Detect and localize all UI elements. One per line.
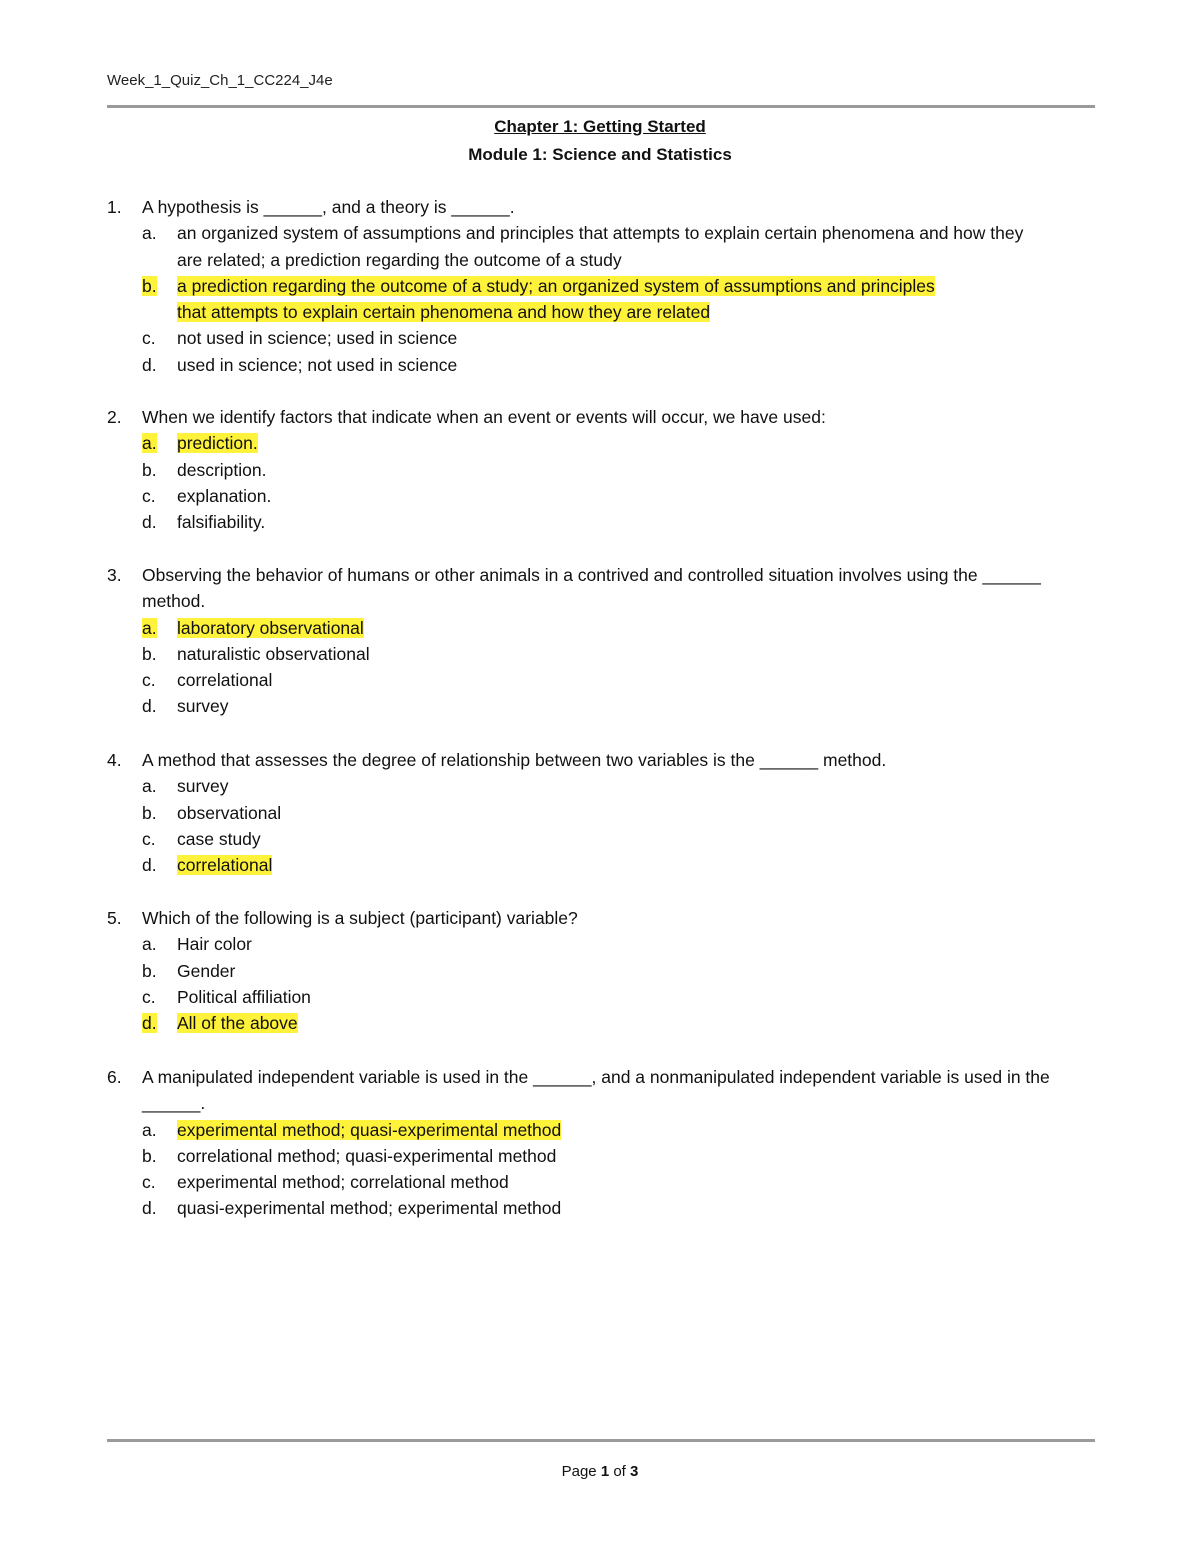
question-3 xyxy=(107,562,1097,720)
question-text: A method that assesses the degree of relationship between two variables is the ______ method. xyxy=(142,750,887,770)
of-label: of xyxy=(613,1463,626,1480)
answer-option xyxy=(107,1143,1097,1169)
answer-option xyxy=(107,483,1097,509)
answer-option xyxy=(107,984,1097,1010)
footer-rule xyxy=(107,1439,1095,1442)
option-text: an organized system of assumptions and principles that attempts to explain certain phenomena and how they are related; a prediction regarding the outcome of a study xyxy=(177,223,1024,270)
option-letter: b. xyxy=(142,802,157,823)
answer-option xyxy=(107,641,1097,667)
question-text: Which of the following is a subject (participant) variable? xyxy=(142,908,578,928)
question-text: Observing the behavior of humans or other animals in a contrived and controlled situation involves using the ______ method. xyxy=(142,565,1041,612)
option-text: naturalistic observational xyxy=(177,643,370,664)
answer-option xyxy=(107,1195,1097,1221)
answer-option-highlighted xyxy=(107,1117,1097,1143)
option-text: correlational xyxy=(177,855,273,876)
page-number: 1 xyxy=(600,1463,610,1480)
option-text: survey xyxy=(177,696,229,717)
option-text: laboratory observational xyxy=(177,617,364,638)
option-letter: c. xyxy=(142,670,156,691)
question-number: 1. xyxy=(107,197,122,217)
option-letter: b. xyxy=(142,643,157,664)
question-number: 6. xyxy=(107,1067,122,1087)
answer-option xyxy=(107,773,1097,799)
option-text: correlational xyxy=(177,670,273,691)
question-number: 5. xyxy=(107,908,122,928)
question-1 xyxy=(107,194,1097,378)
option-text: experimental method; quasi-experimental method xyxy=(177,1119,562,1140)
answer-option xyxy=(107,693,1097,719)
page-total: 3 xyxy=(630,1463,639,1480)
answer-option-highlighted xyxy=(107,615,1097,641)
option-text: observational xyxy=(177,802,282,823)
option-text: Hair color xyxy=(177,934,252,955)
option-text: Political affiliation xyxy=(177,986,311,1007)
answer-option-highlighted xyxy=(107,1010,1097,1036)
question-number: 3. xyxy=(107,565,122,585)
option-letter: a. xyxy=(142,223,157,244)
answer-option xyxy=(107,220,1097,273)
option-letter: b. xyxy=(142,960,157,981)
answer-option xyxy=(107,667,1097,693)
answer-option xyxy=(107,509,1097,535)
option-letter: d. xyxy=(142,354,157,375)
answer-option xyxy=(107,457,1097,483)
answer-option xyxy=(107,800,1097,826)
option-text: a prediction regarding the outcome of a study; an organized system of assumptions and principles that attempts to explain certain phenomena and how they are related xyxy=(177,275,935,323)
option-text: prediction. xyxy=(177,433,258,454)
option-text: falsifiability. xyxy=(177,512,266,533)
answer-option-highlighted xyxy=(107,430,1097,456)
option-text: All of the above xyxy=(177,1013,298,1034)
chapter-title: Chapter 1: Getting Started xyxy=(494,117,706,136)
option-letter: b. xyxy=(142,1145,157,1166)
answer-option xyxy=(107,352,1097,378)
option-letter: d. xyxy=(142,512,157,533)
answer-option xyxy=(107,958,1097,984)
option-letter: c. xyxy=(142,328,156,349)
option-text: description. xyxy=(177,459,267,480)
option-letter: a. xyxy=(142,934,157,955)
question-5 xyxy=(107,905,1097,1036)
option-letter: c. xyxy=(142,1172,156,1193)
option-letter: c. xyxy=(142,986,156,1007)
option-letter: b. xyxy=(142,459,157,480)
question-text: A manipulated independent variable is used in the ______, and a nonmanipulated independent variable is used in the ______. xyxy=(142,1067,1050,1114)
question-text: A hypothesis is ______, and a theory is ______. xyxy=(142,197,515,217)
page-label: Page xyxy=(561,1463,597,1480)
option-text: quasi-experimental method; experimental method xyxy=(177,1198,562,1219)
document-header: Week_1_Quiz_Ch_1_CC224_J4e xyxy=(107,72,333,89)
question-number: 4. xyxy=(107,750,122,770)
answer-option xyxy=(107,325,1097,351)
option-letter: d. xyxy=(142,855,157,876)
answer-option-highlighted xyxy=(107,852,1097,878)
option-text: survey xyxy=(177,776,229,797)
question-6 xyxy=(107,1064,1097,1222)
option-text: used in science; not used in science xyxy=(177,354,458,375)
option-text: not used in science; used in science xyxy=(177,328,458,349)
page-footer xyxy=(0,1463,1200,1480)
answer-option xyxy=(107,1169,1097,1195)
answer-option xyxy=(107,826,1097,852)
option-letter: c. xyxy=(142,828,156,849)
option-letter: d. xyxy=(142,1198,157,1219)
option-letter: c. xyxy=(142,485,156,506)
option-letter: b. xyxy=(142,275,157,296)
question-4 xyxy=(107,747,1097,878)
option-letter: a. xyxy=(142,776,157,797)
option-letter: d. xyxy=(142,1013,157,1034)
header-rule xyxy=(107,105,1095,108)
option-text: Gender xyxy=(177,960,236,981)
answer-option xyxy=(107,931,1097,957)
question-number: 2. xyxy=(107,407,122,427)
option-letter: a. xyxy=(142,617,157,638)
option-letter: a. xyxy=(142,1119,157,1140)
option-letter: a. xyxy=(142,433,157,454)
option-text: correlational method; quasi-experimental method xyxy=(177,1145,557,1166)
option-text: explanation. xyxy=(177,485,272,506)
option-text: case study xyxy=(177,828,261,849)
option-text: experimental method; correlational method xyxy=(177,1172,509,1193)
question-2 xyxy=(107,404,1097,535)
question-text: When we identify factors that indicate when an event or events will occur, we have used: xyxy=(142,407,826,427)
module-title: Module 1: Science and Statistics xyxy=(468,145,732,164)
option-letter: d. xyxy=(142,696,157,717)
answer-option-highlighted xyxy=(107,273,1097,326)
